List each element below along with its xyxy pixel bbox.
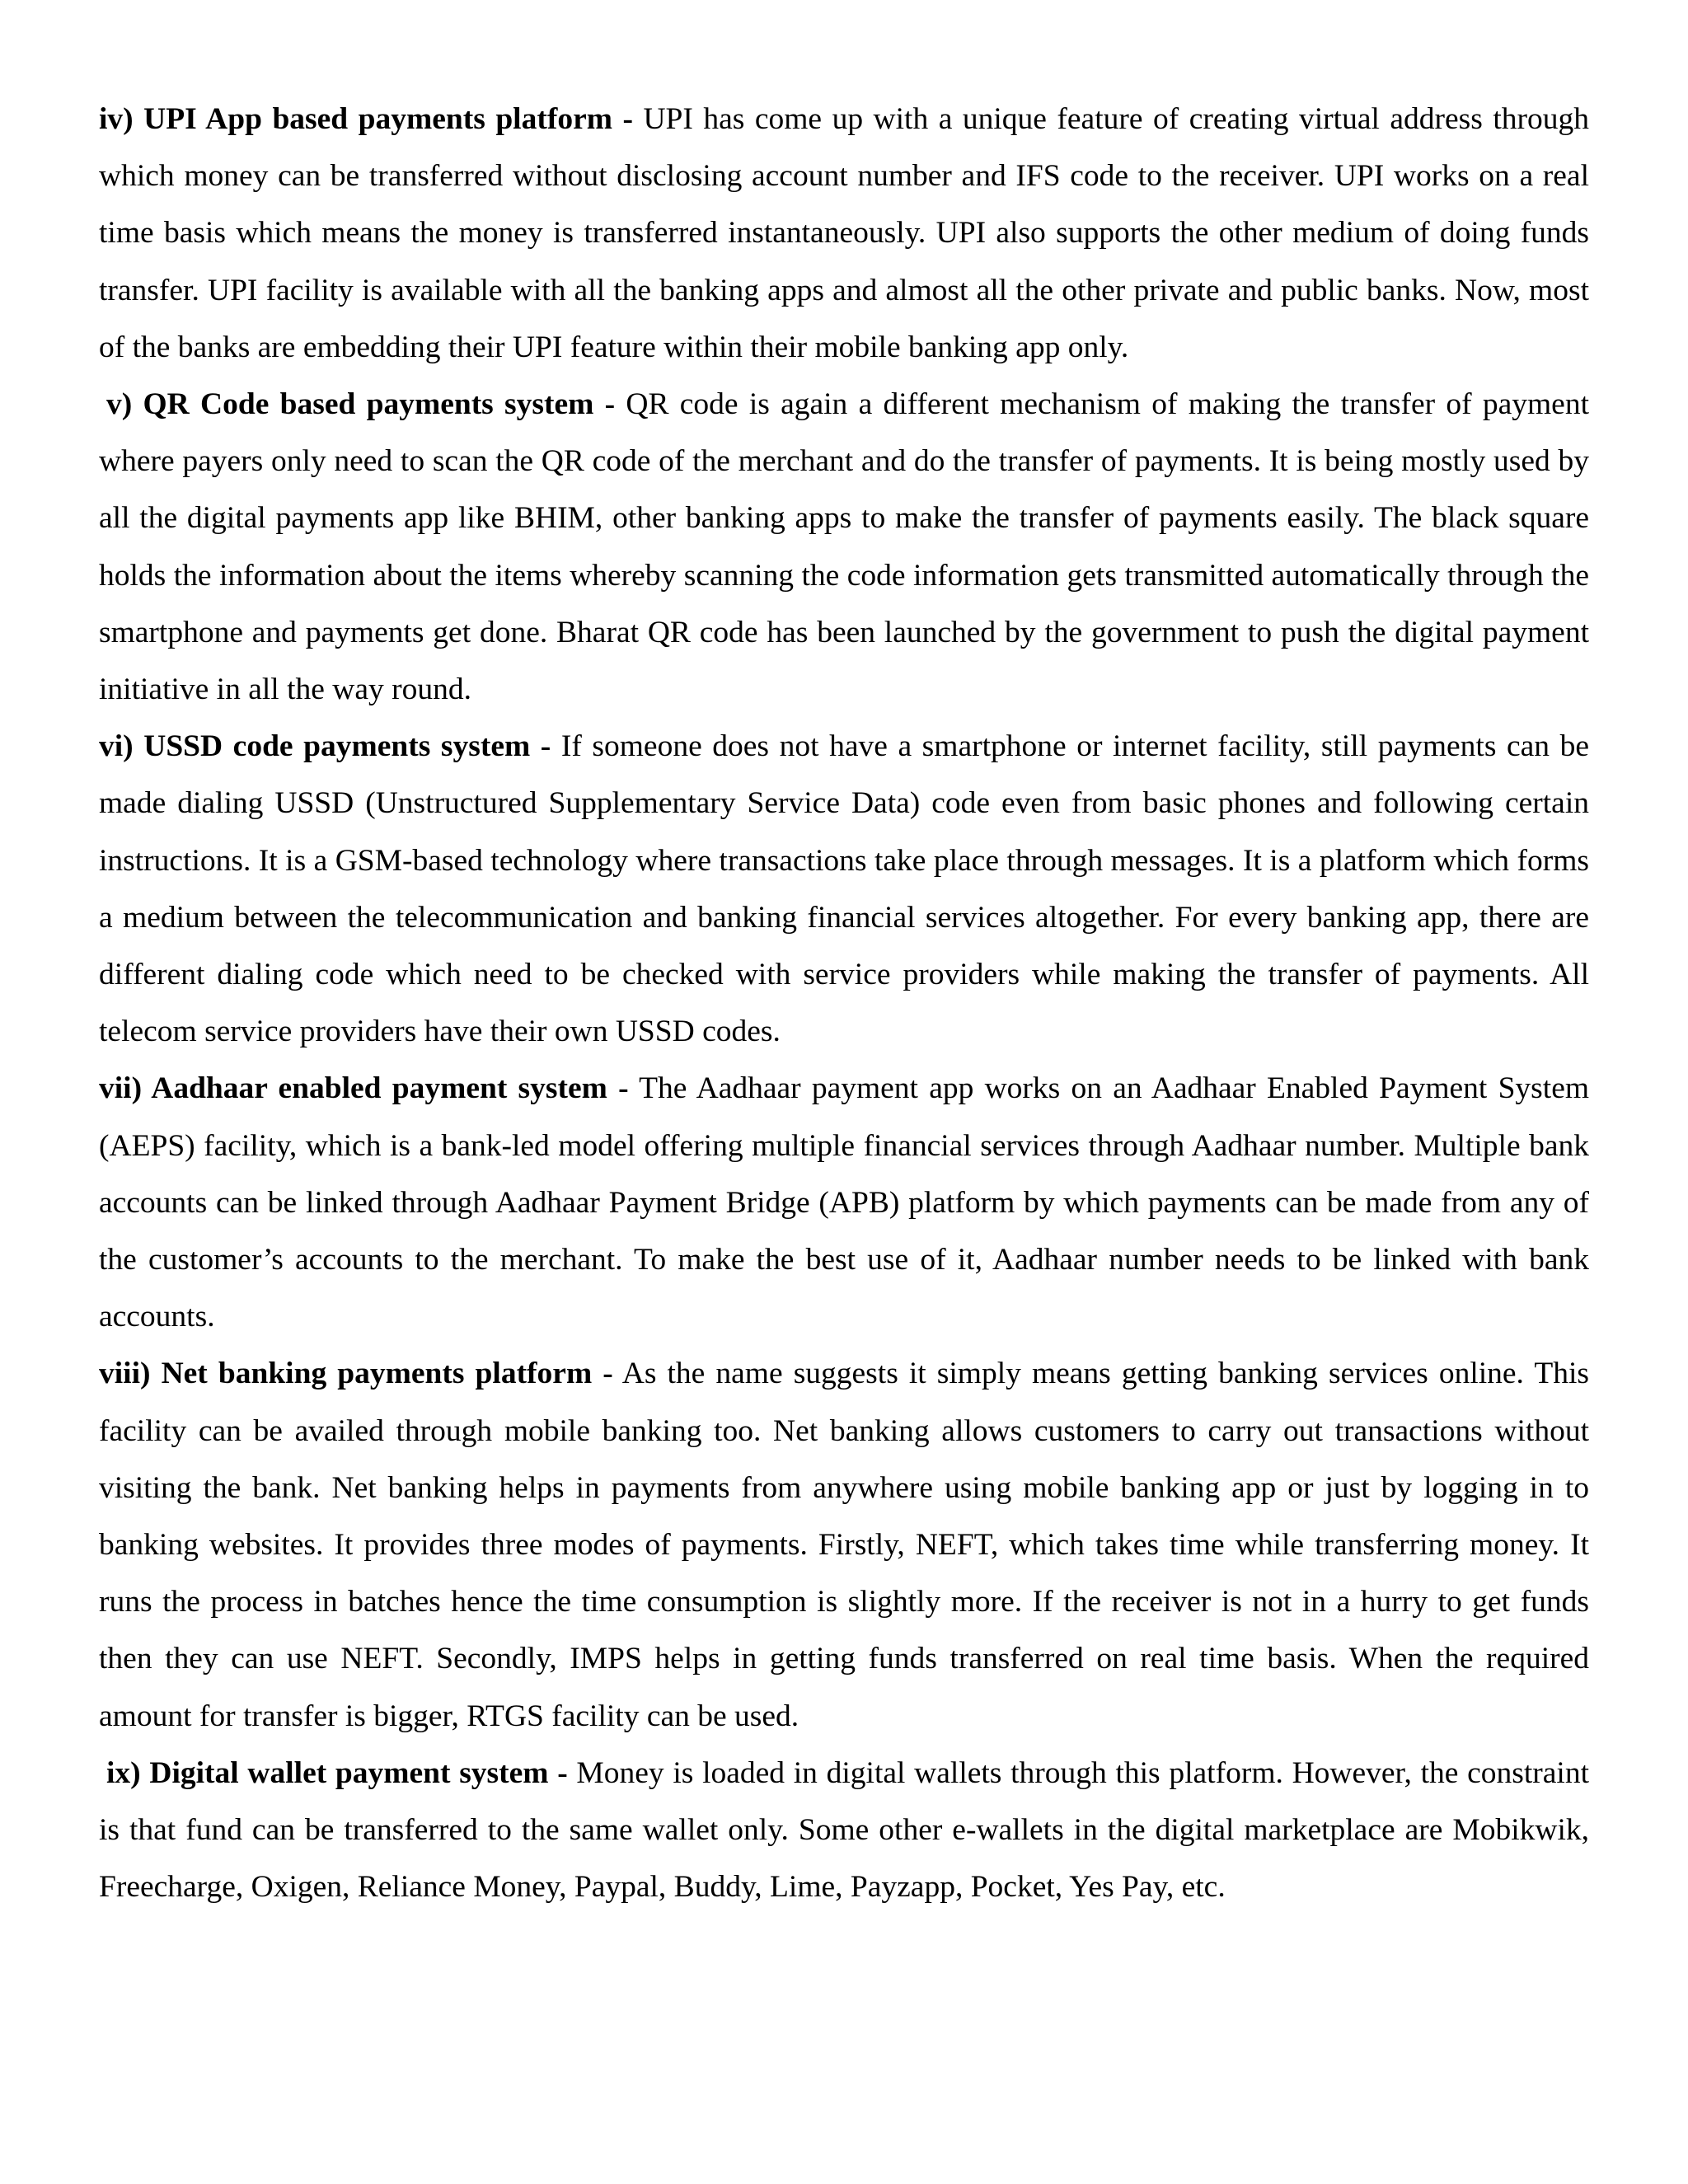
section-body: Money is loaded in digital wallets through this platform. However, the constraint is that fund can be transferred to the same wallet only. Some other e-wallets in the digital marketplace are Mobikwik, Freecharge, Oxigen, Reliance Money, Paypal, Buddy, Lime, Payzapp, Pocket, Yes Pay, etc. [99,1755,1589,1905]
section-heading: viii) Net banking payments platform - [99,1357,613,1391]
section-ussd [99,718,1589,1060]
section-heading: vii) Aadhaar enabled payment system - [99,1071,629,1106]
section-body: As the name suggests it simply means getting banking services online. This facility can be availed through mobile banking too. Net banking allows customers to carry out transactions without visiting the bank. Net banking helps in payments from anywhere using mobile banking app or just by logging in to banking websites. It provides three modes of payments. Firstly, NEFT, which takes time while transferring money. It runs the process in batches hence the time consumption is slightly more. If the receiver is not in a hurry to get funds then they can use NEFT. Secondly, IMPS helps in getting funds transferred on real time basis. When the required amount for transfer is bigger, RTGS facility can be used. [99,1357,1590,1733]
section-heading: ix) Digital wallet payment system - [106,1755,568,1790]
section-heading: iv) UPI App based payments platform - [99,102,633,136]
section-heading: vi) USSD code payments system - [99,729,551,764]
section-body: The Aadhaar payment app works on an Aadhaar Enabled Payment System (AEPS) facility, which is a bank-led model offering multiple financial services through Aadhaar number. Multiple bank accounts can be linked through Aadhaar Payment Bridge (APB) platform by which payments can be made from any of the customer’s accounts to the merchant. To make the best use of it, Aadhaar number needs to be linked with bank accounts. [99,1071,1590,1334]
section-aadhaar [99,1060,1589,1345]
document-page [99,91,1589,1916]
section-qr-code [99,376,1589,718]
section-net-banking [99,1345,1589,1744]
section-digital-wallet [99,1745,1589,1916]
section-heading: v) QR Code based payments system - [106,387,616,422]
section-body: If someone does not have a smartphone or internet facility, still payments can be made dialing USSD (Unstructured Supplementary Service Data) code even from basic phones and following certain instructions. It is a GSM-based technology where transactions take place through messages. It is a platform which forms a medium between the telecommunication and banking financial services altogether. For every banking app, there are different dialing code which need to be checked with service providers while making the transfer of payments. All telecom service providers have their own USSD codes. [99,729,1589,1049]
section-body: UPI has come up with a unique feature of creating virtual address through which money can be transferred without disclosing account number and IFS code to the receiver. UPI works on a real time basis which means the money is transferred instantaneously. UPI also supports the other medium of doing funds transfer. UPI facility is available with all the banking apps and almost all the other private and public banks. Now, most of the banks are embedding their UPI feature within their mobile banking app only. [99,102,1589,364]
section-upi [99,91,1589,376]
section-body: QR code is again a different mechanism of making the transfer of payment where payers only need to scan the QR code of the merchant and do the transfer of payments. It is being mostly used by all the digital payments app like BHIM, other banking apps to make the transfer of payments easily. The black square holds the information about the items whereby scanning the code information gets transmitted automatically through the smartphone and payments get done. Bharat QR code has been launched by the government to push the digital payment initiative in all the way round. [99,387,1589,707]
